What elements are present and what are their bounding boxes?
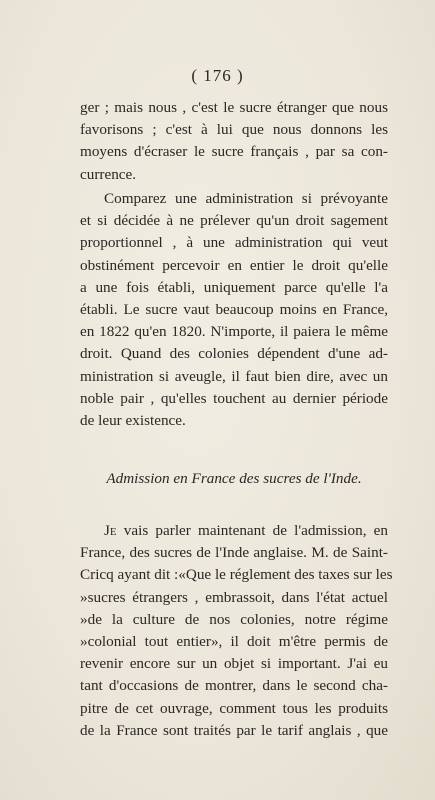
- text-line: de leur existence.: [80, 411, 186, 429]
- text-line: »de la culture de nos colonies, notre régime: [80, 610, 388, 628]
- text-line: droit. Quand des colonies dépendent d'une ad-: [80, 345, 388, 363]
- page-number: ( 176 ): [191, 66, 244, 85]
- paragraph-continuation: [80, 97, 388, 186]
- first-word: Je: [104, 522, 117, 539]
- text-line: établi. Le sucre vaut beaucoup moins en France,: [80, 300, 388, 318]
- section-heading: Admission en France des sucres de l'Inde.: [106, 470, 362, 487]
- text-line: ministration si aveugle, il faut bien dire, avec un: [80, 367, 388, 385]
- text-line: [80, 520, 388, 542]
- paragraph-comparison: [80, 188, 388, 432]
- text-line: et si décidée à ne prélever qu'un droit sagement: [80, 212, 388, 230]
- first-line-rest: vais parler maintenant de l'admission, en: [116, 522, 388, 539]
- text-line: moyens d'écraser le sucre français , par sa con-: [80, 143, 388, 161]
- text-line: France, des sucres de l'Inde anglaise. M. de Saint-: [80, 544, 388, 562]
- text-line: Comparez une administration si prévoyante: [104, 190, 388, 207]
- text-line: ger ; mais nous , c'est le sucre étranger que nous: [80, 99, 388, 116]
- text-line: en 1822 qu'en 1820. N'importe, il paiera le même: [80, 323, 388, 341]
- text-line: de la France sont traités par le tarif anglais , que: [80, 721, 388, 739]
- text-line: currence.: [80, 165, 137, 183]
- text-line: obstinément percevoir en entier le droit qu'elle: [80, 256, 388, 274]
- text-line: pitre de cet ouvrage, comment tous les produits: [80, 699, 388, 717]
- text-line: »sucres étrangers , embrassoit, dans l'état actuel: [80, 588, 388, 606]
- text-line: favorisons ; c'est à lui que nous donnons les: [80, 121, 388, 139]
- text-line: tant d'occasions de montrer, dans le second cha-: [80, 677, 388, 695]
- text-line: Cricq ayant dit :«Que le réglement des taxes sur les: [80, 566, 393, 584]
- text-line: proportionnel , à une administration qui veut: [80, 234, 388, 252]
- text-line: noble pair , qu'elles touchent au dernier période: [80, 389, 388, 407]
- text-line: »colonial tout entier», il doit m'être permis de: [80, 632, 388, 650]
- text-line: revenir encore sur un objet si important. J'ai eu: [80, 655, 388, 673]
- paragraph-admission: [80, 520, 393, 742]
- text-line: a une fois établi, uniquement parce qu'elle l'a: [80, 278, 388, 296]
